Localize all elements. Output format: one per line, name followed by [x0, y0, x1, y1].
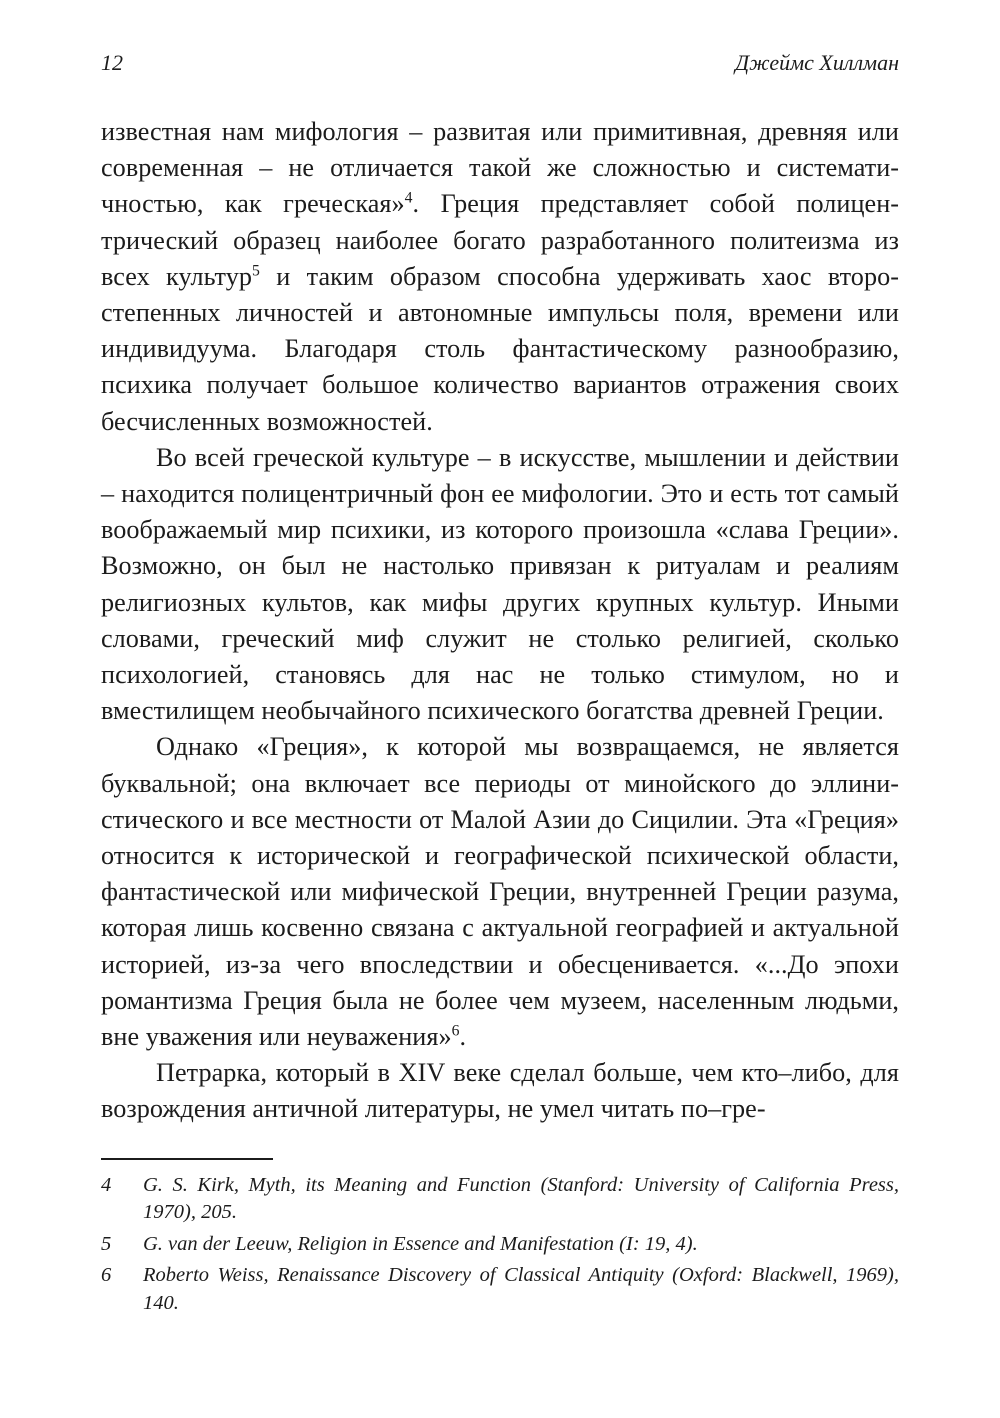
paragraph	[101, 1055, 899, 1127]
footnotes	[101, 1172, 899, 1318]
footnote-reference: 5	[252, 262, 260, 280]
footnote-number: 6	[101, 1264, 112, 1287]
page-number: 12	[101, 50, 123, 75]
paragraph	[101, 440, 899, 730]
footnote-number: 4	[101, 1173, 112, 1196]
paragraph-text: известная нам мифология – развитая или примитивная, древняя или современная – не отличается такой же сложностью и систематичностью, как греческая»	[101, 117, 899, 219]
footnote	[101, 1172, 899, 1227]
footnote-number: 5	[101, 1232, 112, 1255]
footnote-text: G. van der Leeuw, Religion in Essence and Manifestation (I: 19, 4).	[143, 1232, 698, 1255]
footnote-text: G. S. Kirk, Myth, its Meaning and Function (Stanford: University of California Press, 1970), 205.	[143, 1173, 899, 1224]
footnote	[101, 1262, 899, 1317]
paragraph-text: Однако «Греция», к которой мы возвращаемся, не является буквальной; она включает все периоды от минойского до эллинистического и все местности от Малой Азии до Сицилии. Эта «Греция» относится к исторической и географической психической области, фантастической или мифической Греции, внутренней Греции разума, которая лишь косвенно связана с актуальной географией и актуальной историей, из-за чего впоследствии и обесценивается. «...До эпохи романтизма Греция была не более чем музеем, населенным людьми, вне уважения или неуважения»	[101, 732, 899, 1052]
footnote-divider	[101, 1158, 273, 1160]
footnote-reference: 4	[404, 189, 413, 207]
footnote-text: Roberto Weiss, Renaissance Discovery of Classical Antiquity (Oxford: Blackwell, 1969), 140.	[143, 1264, 899, 1314]
paragraph	[101, 729, 899, 1055]
body-text	[101, 114, 899, 1128]
running-header-author: Джеймс Хиллман	[735, 50, 899, 75]
footnote	[101, 1231, 899, 1259]
paragraph	[101, 114, 899, 440]
paragraph-text: .	[459, 1022, 467, 1052]
book-page	[101, 40, 899, 1321]
footnote-reference: 6	[451, 1022, 460, 1040]
paragraph-text: . Греция представляет собой полицентрический образец наиболее богато разработанного политеизма из всех культур	[101, 189, 899, 291]
running-header	[101, 40, 899, 84]
paragraph-text: Петрарка, который в XIV веке сделал больше, чем кто–либо, для возрождения античной литературы, не умел читать по–гре-	[101, 1058, 899, 1124]
paragraph-text: Во всей греческой культуре – в искусстве, мышлении и действии – находится полицентричный фон ее мифологии. Это и есть тот самый воображаемый мир психики, из которого произошла «слава Греции». Возможно, он был не настолько привязан к ритуалам и реалиям религиозных культов, как мифы других крупных культур. Иными словами, греческий миф служит не столько религией, сколько психологией, становясь для нас не только стимулом, но и вместилищем необычайного психического богатства древней Греции.	[101, 442, 899, 726]
paragraph-text: и таким образом способна удерживать хаос второстепенных личностей и автономные импульсы поля, времени или индивидуума. Благодаря столь фантастическому разнообразию, психика получает большое количество вариантов отражения своих бесчисленных возможностей.	[101, 261, 899, 436]
